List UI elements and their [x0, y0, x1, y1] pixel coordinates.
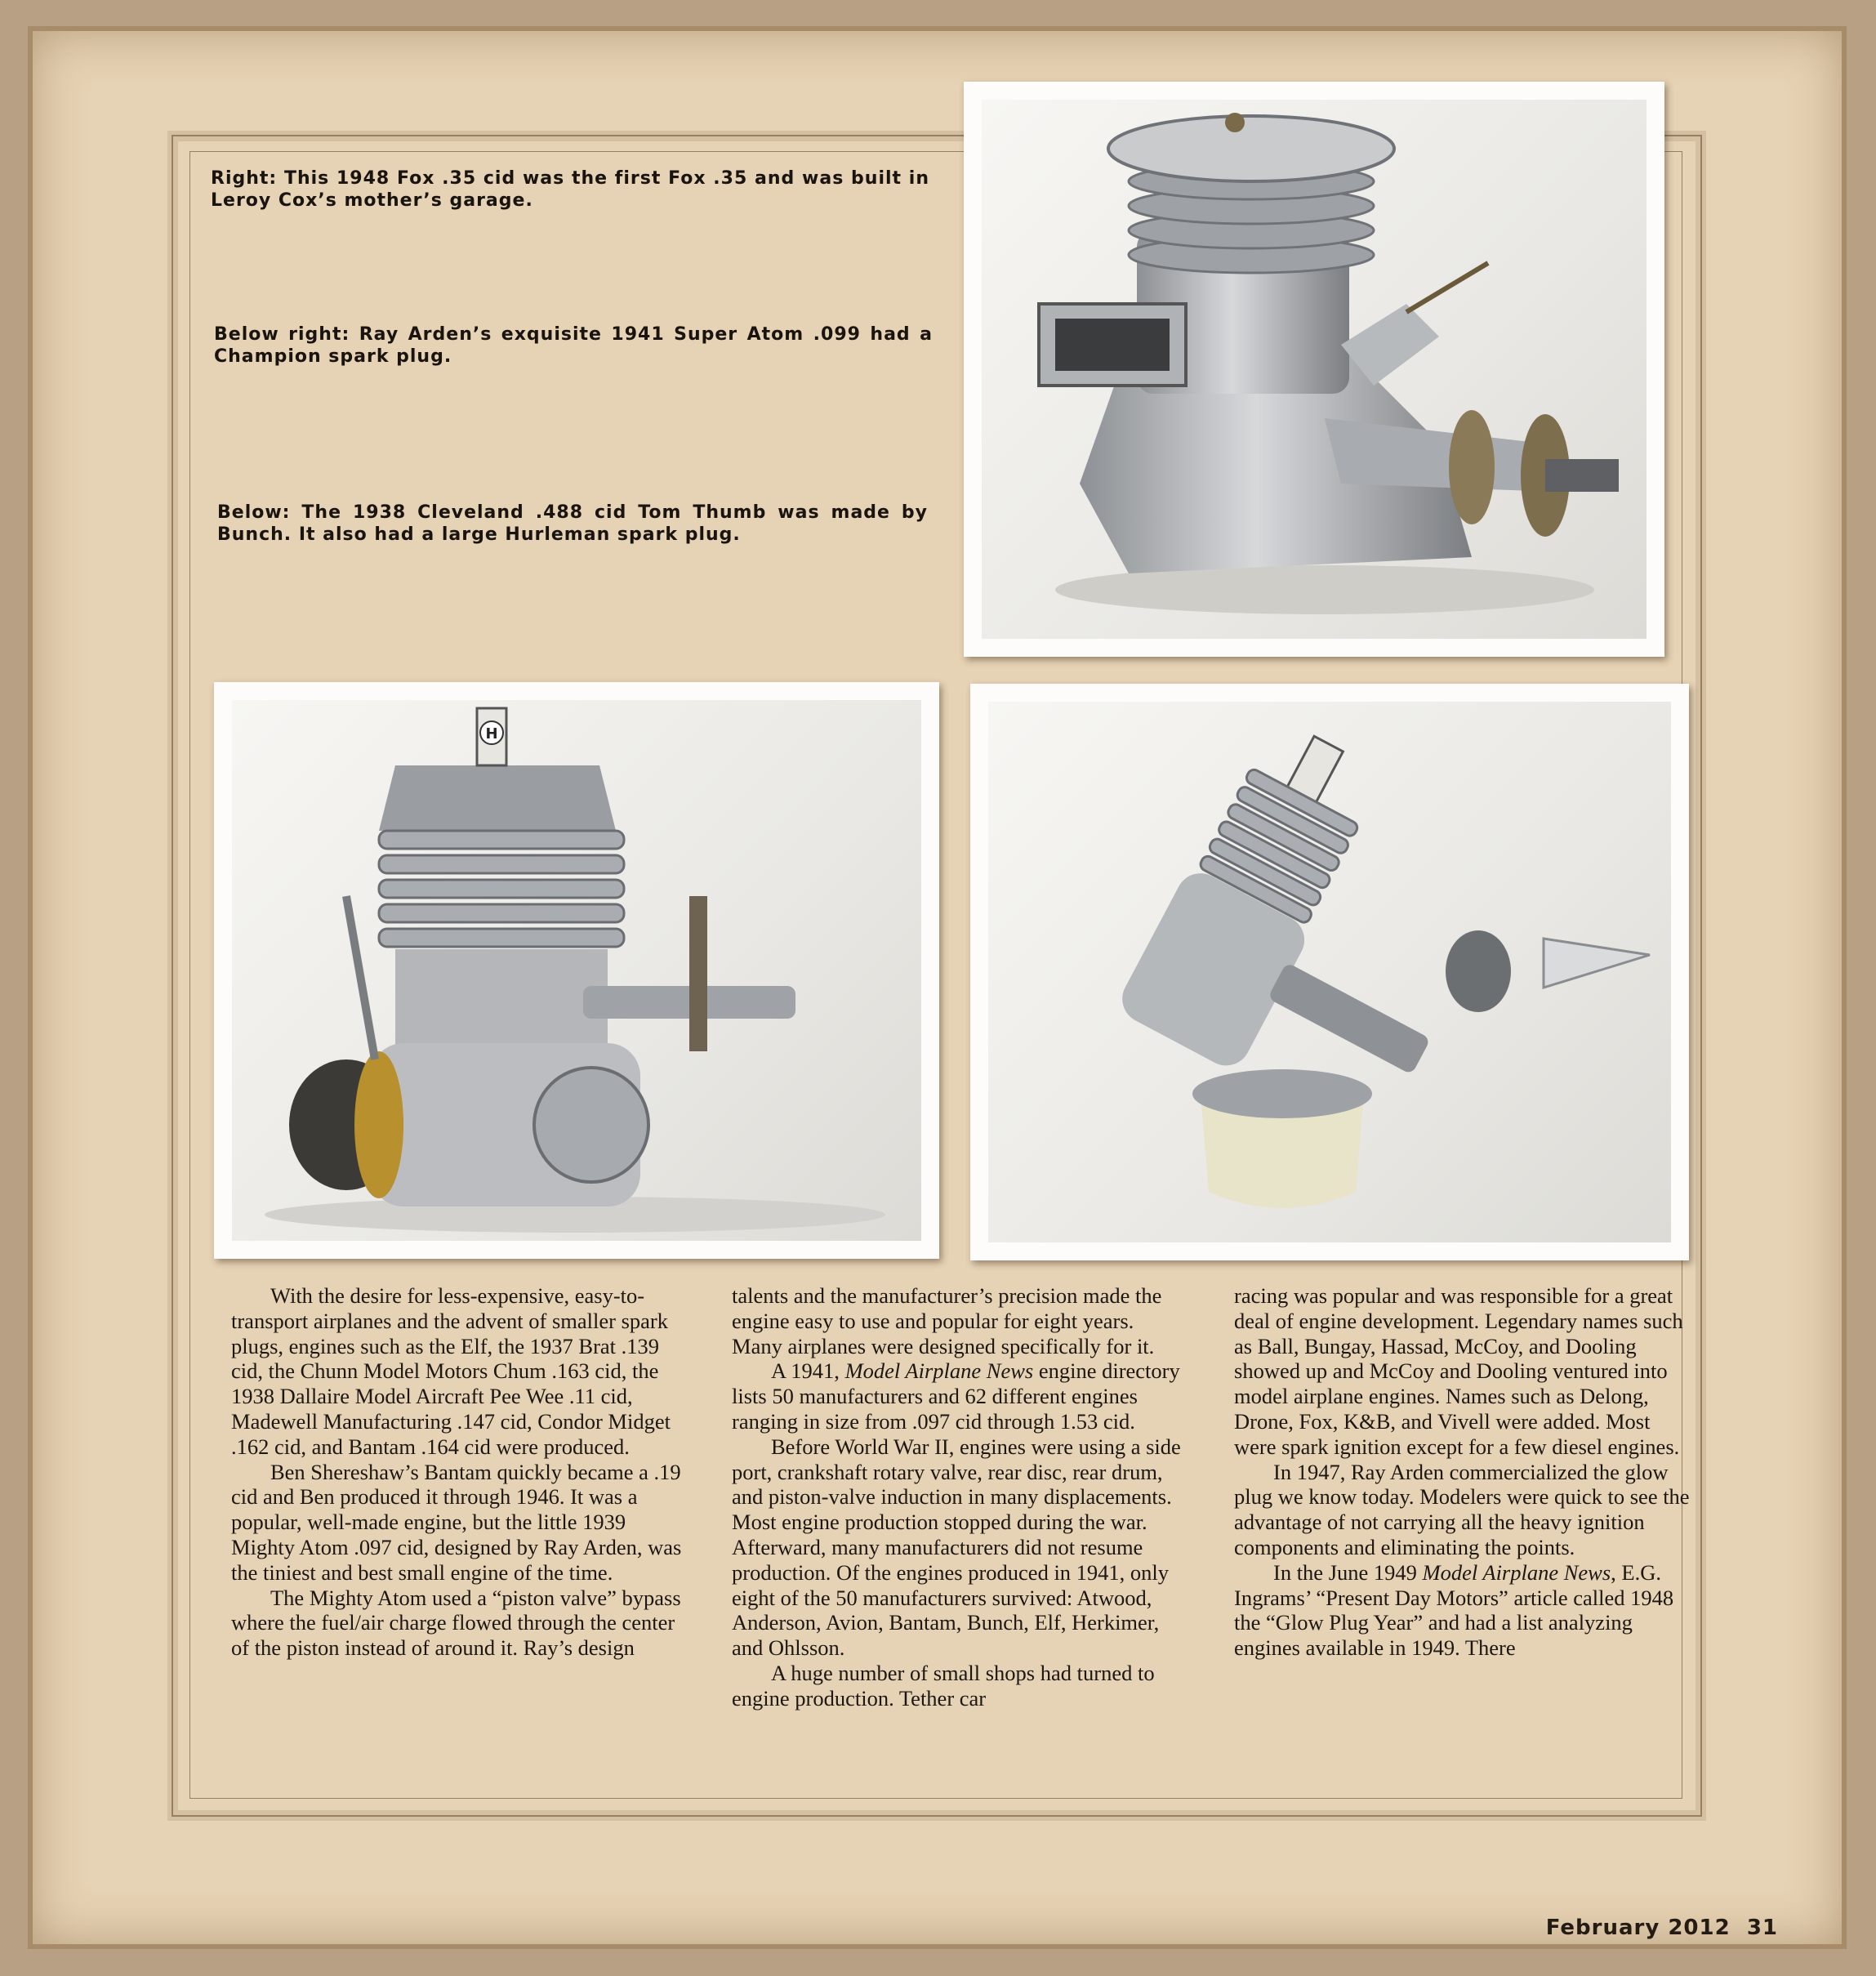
paragraph: In 1947, Ray Arden commercialized the glow plug we know today. Modelers were quick to see the advantage of not carrying all the heavy ignition components and eliminating the points. — [1234, 1459, 1690, 1559]
paragraph: With the desire for less-expensive, easy-to-transport airplanes and the advent of smaller spark plugs, engines such as the Elf, the 1937 Brat .139 cid, the Chunn Model Motors Chum .163 cid, the 1938 Dallaire Model Aircraft Pee Wee .11 cid, Madewell Manufacturing .147 cid, Condor Midget .162 cid, and Bantam .164 cid were produced. — [231, 1283, 671, 1459]
fox-engine-illustration — [982, 100, 1647, 639]
caption-super-atom: Below right: Ray Arden’s exquisite 1941 Super Atom .099 had a Champion spark plug. — [214, 324, 933, 367]
page-footer — [1546, 1916, 1778, 1940]
paragraph: In the June 1949 Model Airplane News, E.G. Ingrams’ “Present Day Motors” article called 1948 the “Glow Plug Year” and had a list analyzing engines available in 1949. There — [1234, 1559, 1674, 1661]
article-column-2 — [732, 1283, 1189, 1711]
spark-plug-letter: H — [485, 725, 498, 743]
paragraph: Ben Shereshaw’s Bantam quickly became a .19 cid and Ben produced it through 1946. It was a popular, well-made engine, but the little 1939 Mighty Atom .097 cid, designed by Ray Arden, was the tiniest and best small engine of the time. — [231, 1459, 682, 1585]
paragraph: A 1941, Model Airplane News engine directory lists 50 manufacturers and 62 different engines ranging in size from .097 cid through 1.53 cid. — [732, 1358, 1180, 1434]
magazine-title: Model Airplane News — [844, 1358, 1034, 1384]
caption-fox: Right: This 1948 Fox .35 cid was the first Fox .35 and was built in Leroy Cox’s mother’s garage. — [211, 168, 929, 211]
photo-fox-35 — [964, 82, 1664, 657]
paragraph: talents and the manufacturer’s precision made the engine easy to use and popular for eight years. Many airplanes were designed specifically for it. — [732, 1283, 1162, 1358]
paragraph: The Mighty Atom used a “piston valve” bypass where the fuel/air charge flowed through the center of the piston instead of around it. Ray’s design — [231, 1585, 681, 1661]
tom-thumb-engine-illustration — [232, 700, 921, 1241]
paragraph: A huge number of small shops had turned to engine production. Tether car — [732, 1660, 1155, 1711]
page-number: 31 — [1746, 1916, 1778, 1940]
issue-date: February 2012 — [1545, 1916, 1731, 1940]
paragraph: racing was popular and was responsible for a great deal of engine development. Legendary names such as Ball, Bungay, Hassad, McCoy, and Dooling showed up and McCoy and Dooling ventured into model airplane engines. Names such as Delong, Drone, Fox, K&B, and Vivell were added. Most were spark ignition except for a few diesel engines. — [1234, 1283, 1683, 1459]
magazine-title: Model Airplane News — [1422, 1559, 1611, 1585]
caption-tom-thumb: Below: The 1938 Cleveland .488 cid Tom Thumb was made by Bunch. It also had a large Hurleman spark plug. — [217, 502, 928, 545]
paragraph: Before World War II, engines were using a side port, crankshaft rotary valve, rear disc, rear drum, and piston-valve induction in many displacements. Most engine production stopped during the war. Afterward, many manufacturers did not resume production. Of the engines produced in 1941, only eight of the 50 manufacturers survived: Atwood, Anderson, Avion, Bantam, Bunch, Elf, Herkimer, and Ohlsson. — [732, 1434, 1181, 1661]
article-column-3 — [1234, 1283, 1691, 1661]
photo-tom-thumb — [214, 682, 939, 1259]
article-column-1 — [231, 1283, 688, 1661]
photo-super-atom — [970, 684, 1689, 1260]
super-atom-engine-illustration — [988, 702, 1671, 1242]
